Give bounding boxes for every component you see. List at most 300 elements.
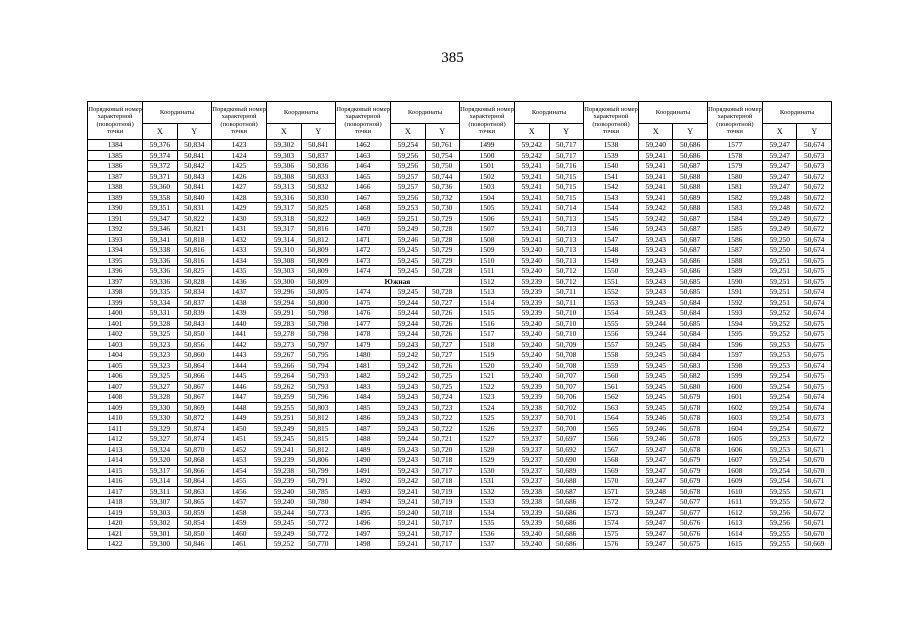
point-number-cell: 1587 — [707, 245, 762, 256]
table-row — [88, 234, 832, 245]
point-number-cell: 1506 — [459, 213, 514, 224]
x-cell: 59,240 — [515, 245, 549, 256]
x-cell: 59,239 — [515, 507, 549, 518]
x-cell: 59,238 — [515, 497, 549, 508]
table-row — [88, 287, 832, 298]
x-cell: 59,306 — [267, 161, 301, 172]
y-cell: 50,812 — [301, 413, 335, 424]
x-cell: 59,249 — [763, 213, 797, 224]
x-cell: 59,243 — [639, 234, 673, 245]
y-cell: 50,686 — [549, 539, 583, 550]
x-cell: 59,256 — [763, 507, 797, 518]
point-number-cell: 1561 — [583, 381, 638, 392]
point-number-cell: 1567 — [583, 444, 638, 455]
x-cell: 59,245 — [639, 381, 673, 392]
x-cell: 59,245 — [391, 255, 425, 266]
y-cell: 50,850 — [177, 528, 211, 539]
y-cell: 50,712 — [549, 276, 583, 287]
x-cell: 59,243 — [639, 297, 673, 308]
point-number-cell: 1593 — [707, 308, 762, 319]
y-cell: 50,697 — [549, 434, 583, 445]
y-cell: 50,713 — [549, 245, 583, 256]
x-cell: 59,267 — [267, 350, 301, 361]
y-cell: 50,816 — [301, 224, 335, 235]
y-cell: 50,729 — [425, 255, 459, 266]
x-cell: 59,245 — [391, 245, 425, 256]
point-number-cell: 1424 — [211, 150, 266, 161]
header-y: Y — [549, 124, 583, 140]
x-cell: 59,240 — [515, 371, 549, 382]
header-y: Y — [673, 124, 707, 140]
y-cell: 50,678 — [673, 413, 707, 424]
x-cell: 59,245 — [391, 266, 425, 277]
point-number-cell: 1559 — [583, 360, 638, 371]
y-cell: 50,687 — [549, 486, 583, 497]
point-number-cell: 1485 — [335, 402, 390, 413]
point-number-cell: 1426 — [211, 171, 266, 182]
point-number-cell: 1564 — [583, 413, 638, 424]
x-cell: 59,329 — [143, 423, 177, 434]
point-number-cell: 1606 — [707, 444, 762, 455]
y-cell: 50,726 — [425, 360, 459, 371]
point-number-cell: 1446 — [211, 381, 266, 392]
point-number-cell: 1497 — [335, 528, 390, 539]
point-number-cell: 1452 — [211, 444, 266, 455]
point-number-cell: 1389 — [88, 192, 143, 203]
y-cell: 50,719 — [425, 486, 459, 497]
x-cell: 59,245 — [391, 287, 425, 298]
point-number-cell: 1411 — [88, 423, 143, 434]
point-number-cell: 1435 — [211, 266, 266, 277]
y-cell: 50,687 — [673, 245, 707, 256]
y-cell: 50,675 — [673, 539, 707, 550]
y-cell: 50,754 — [425, 150, 459, 161]
point-number-cell: 1496 — [335, 518, 390, 529]
y-cell: 50,825 — [177, 266, 211, 277]
x-cell: 59,243 — [639, 276, 673, 287]
point-number-cell: 1412 — [88, 434, 143, 445]
y-cell: 50,678 — [673, 486, 707, 497]
y-cell: 50,712 — [549, 266, 583, 277]
x-cell: 59,246 — [639, 434, 673, 445]
y-cell: 50,673 — [797, 413, 832, 424]
x-cell: 59,248 — [763, 203, 797, 214]
point-number-cell: 1469 — [335, 213, 390, 224]
x-cell: 59,245 — [639, 371, 673, 382]
point-number-cell: 1483 — [335, 381, 390, 392]
table-row — [88, 413, 832, 424]
table-row — [88, 528, 832, 539]
point-number-cell: 1514 — [459, 297, 514, 308]
x-cell: 59,252 — [763, 308, 797, 319]
x-cell: 59,240 — [515, 350, 549, 361]
x-cell: 59,243 — [391, 339, 425, 350]
x-cell: 59,247 — [639, 497, 673, 508]
y-cell: 50,717 — [549, 150, 583, 161]
x-cell: 59,241 — [515, 171, 549, 182]
x-cell: 59,251 — [763, 255, 797, 266]
y-cell: 50,815 — [301, 423, 335, 434]
y-cell: 50,686 — [549, 507, 583, 518]
x-cell: 59,239 — [515, 392, 549, 403]
y-cell: 50,724 — [425, 392, 459, 403]
point-number-cell: 1420 — [88, 518, 143, 529]
y-cell: 50,686 — [673, 266, 707, 277]
y-cell: 50,684 — [673, 308, 707, 319]
x-cell: 59,323 — [143, 350, 177, 361]
point-number-cell: 1425 — [211, 161, 266, 172]
x-cell: 59,250 — [763, 234, 797, 245]
point-number-cell: 1531 — [459, 476, 514, 487]
y-cell: 50,840 — [177, 192, 211, 203]
point-number-cell: 1580 — [707, 171, 762, 182]
y-cell: 50,677 — [673, 507, 707, 518]
x-cell: 59,318 — [267, 213, 301, 224]
x-cell: 59,253 — [763, 350, 797, 361]
x-cell: 59,314 — [267, 234, 301, 245]
y-cell: 50,866 — [177, 371, 211, 382]
x-cell: 59,256 — [391, 161, 425, 172]
point-number-cell: 1541 — [583, 171, 638, 182]
x-cell: 59,243 — [639, 266, 673, 277]
y-cell: 50,707 — [549, 371, 583, 382]
y-cell: 50,809 — [301, 255, 335, 266]
x-cell: 59,323 — [143, 339, 177, 350]
y-cell: 50,686 — [673, 140, 707, 151]
point-number-cell: 1467 — [335, 192, 390, 203]
x-cell: 59,239 — [515, 308, 549, 319]
point-number-cell: 1439 — [211, 308, 266, 319]
point-number-cell: 1542 — [583, 182, 638, 193]
y-cell: 50,675 — [797, 318, 832, 329]
point-number-cell: 1602 — [707, 402, 762, 413]
point-number-cell: 1427 — [211, 182, 266, 193]
point-number-cell: 1481 — [335, 360, 390, 371]
y-cell: 50,860 — [177, 350, 211, 361]
y-cell: 50,674 — [797, 297, 832, 308]
y-cell: 50,708 — [549, 350, 583, 361]
point-number-cell: 1532 — [459, 486, 514, 497]
x-cell: 59,247 — [639, 455, 673, 466]
table-row — [88, 423, 832, 434]
x-cell: 59,336 — [143, 276, 177, 287]
x-cell: 59,254 — [763, 381, 797, 392]
point-number-cell: 1394 — [88, 245, 143, 256]
point-number-cell: 1410 — [88, 413, 143, 424]
x-cell: 59,246 — [639, 413, 673, 424]
x-cell: 59,242 — [639, 213, 673, 224]
x-cell: 59,239 — [267, 455, 301, 466]
header-x: X — [391, 124, 425, 140]
y-cell: 50,707 — [549, 381, 583, 392]
x-cell: 59,241 — [515, 234, 549, 245]
point-number-cell: 1391 — [88, 213, 143, 224]
x-cell: 59,259 — [267, 392, 301, 403]
y-cell: 50,856 — [177, 339, 211, 350]
y-cell: 50,675 — [797, 266, 832, 277]
x-cell: 59,313 — [267, 182, 301, 193]
point-number-cell: 1401 — [88, 318, 143, 329]
x-cell: 59,240 — [515, 255, 549, 266]
y-cell: 50,710 — [549, 318, 583, 329]
y-cell: 50,715 — [549, 182, 583, 193]
x-cell: 59,244 — [639, 318, 673, 329]
point-number-cell: 1409 — [88, 402, 143, 413]
point-number-cell: 1513 — [459, 287, 514, 298]
point-number-cell: 1529 — [459, 455, 514, 466]
y-cell: 50,833 — [301, 171, 335, 182]
point-number-cell: 1459 — [211, 518, 266, 529]
point-number-cell: 1436 — [211, 276, 266, 287]
point-number-cell: 1607 — [707, 455, 762, 466]
x-cell: 59,241 — [391, 497, 425, 508]
y-cell: 50,726 — [425, 308, 459, 319]
point-number-cell: 1438 — [211, 297, 266, 308]
point-number-cell: 1610 — [707, 486, 762, 497]
header-coordinates: Координаты — [267, 102, 336, 124]
y-cell: 50,736 — [425, 182, 459, 193]
point-number-cell: 1501 — [459, 161, 514, 172]
y-cell: 50,678 — [673, 434, 707, 445]
table-row — [88, 255, 832, 266]
y-cell: 50,717 — [425, 518, 459, 529]
x-cell: 59,376 — [143, 140, 177, 151]
point-number-cell: 1609 — [707, 476, 762, 487]
x-cell: 59,331 — [143, 308, 177, 319]
point-number-cell: 1588 — [707, 255, 762, 266]
point-number-cell: 1478 — [335, 329, 390, 340]
x-cell: 59,254 — [763, 465, 797, 476]
point-number-cell: 1553 — [583, 297, 638, 308]
x-cell: 59,237 — [515, 434, 549, 445]
x-cell: 59,237 — [515, 444, 549, 455]
y-cell: 50,690 — [549, 455, 583, 466]
x-cell: 59,254 — [763, 423, 797, 434]
y-cell: 50,701 — [549, 413, 583, 424]
y-cell: 50,831 — [177, 203, 211, 214]
header-y: Y — [797, 124, 832, 140]
x-cell: 59,307 — [143, 497, 177, 508]
y-cell: 50,812 — [301, 444, 335, 455]
point-number-cell: 1492 — [335, 476, 390, 487]
y-cell: 50,672 — [797, 507, 832, 518]
point-number-cell: 1526 — [459, 423, 514, 434]
y-cell: 50,687 — [673, 213, 707, 224]
y-cell: 50,678 — [673, 402, 707, 413]
x-cell: 59,245 — [639, 392, 673, 403]
point-number-cell: 1419 — [88, 507, 143, 518]
y-cell: 50,854 — [177, 518, 211, 529]
table-row — [88, 455, 832, 466]
x-cell: 59,256 — [391, 192, 425, 203]
y-cell: 50,846 — [177, 539, 211, 550]
x-cell: 59,338 — [143, 245, 177, 256]
y-cell: 50,874 — [177, 434, 211, 445]
table-row — [88, 224, 832, 235]
point-number-cell: 1428 — [211, 192, 266, 203]
y-cell: 50,710 — [549, 308, 583, 319]
point-number-cell: 1503 — [459, 182, 514, 193]
y-cell: 50,859 — [177, 507, 211, 518]
point-number-cell: 1577 — [707, 140, 762, 151]
y-cell: 50,791 — [301, 476, 335, 487]
y-cell: 50,799 — [301, 465, 335, 476]
x-cell: 59,243 — [391, 465, 425, 476]
x-cell: 59,360 — [143, 182, 177, 193]
y-cell: 50,719 — [425, 497, 459, 508]
x-cell: 59,325 — [143, 371, 177, 382]
point-number-cell: 1454 — [211, 465, 266, 476]
x-cell: 59,256 — [391, 150, 425, 161]
table-row — [88, 308, 832, 319]
point-number-cell: 1563 — [583, 402, 638, 413]
point-number-cell: 1596 — [707, 339, 762, 350]
y-cell: 50,780 — [301, 497, 335, 508]
x-cell: 59,240 — [515, 329, 549, 340]
y-cell: 50,725 — [425, 371, 459, 382]
point-number-cell: 1568 — [583, 455, 638, 466]
x-cell: 59,240 — [515, 528, 549, 539]
y-cell: 50,793 — [301, 371, 335, 382]
x-cell: 59,238 — [515, 402, 549, 413]
y-cell: 50,679 — [673, 392, 707, 403]
x-cell: 59,241 — [391, 528, 425, 539]
point-number-cell: 1555 — [583, 318, 638, 329]
x-cell: 59,247 — [639, 507, 673, 518]
point-number-cell: 1592 — [707, 297, 762, 308]
y-cell: 50,670 — [797, 465, 832, 476]
y-cell: 50,685 — [673, 287, 707, 298]
x-cell: 59,246 — [391, 234, 425, 245]
x-cell: 59,347 — [143, 213, 177, 224]
x-cell: 59,251 — [763, 297, 797, 308]
x-cell: 59,336 — [143, 255, 177, 266]
y-cell: 50,809 — [301, 245, 335, 256]
header-point-number: Порядковый номер характерной (поворотной) точки — [211, 102, 266, 140]
point-number-cell: 1543 — [583, 192, 638, 203]
point-number-cell: 1556 — [583, 329, 638, 340]
x-cell: 59,244 — [391, 308, 425, 319]
y-cell: 50,843 — [177, 171, 211, 182]
point-number-cell: 1387 — [88, 171, 143, 182]
table-row — [88, 476, 832, 487]
table-row — [88, 318, 832, 329]
point-number-cell: 1441 — [211, 329, 266, 340]
x-cell: 59,239 — [515, 518, 549, 529]
x-cell: 59,253 — [763, 360, 797, 371]
x-cell: 59,255 — [763, 528, 797, 539]
x-cell: 59,239 — [515, 297, 549, 308]
x-cell: 59,247 — [639, 465, 673, 476]
y-cell: 50,675 — [797, 255, 832, 266]
point-number-cell: 1493 — [335, 486, 390, 497]
header-point-number: Порядковый номер характерной (поворотной) точки — [707, 102, 762, 140]
x-cell: 59,240 — [267, 497, 301, 508]
table-row — [88, 444, 832, 455]
x-cell: 59,314 — [143, 476, 177, 487]
point-number-cell: 1510 — [459, 255, 514, 266]
y-cell: 50,730 — [425, 203, 459, 214]
x-cell: 59,242 — [391, 476, 425, 487]
y-cell: 50,809 — [301, 276, 335, 287]
point-number-cell: 1536 — [459, 528, 514, 539]
point-number-cell: 1604 — [707, 423, 762, 434]
x-cell: 59,238 — [515, 486, 549, 497]
point-number-cell: 1516 — [459, 318, 514, 329]
point-number-cell: 1595 — [707, 329, 762, 340]
y-cell: 50,865 — [177, 497, 211, 508]
x-cell: 59,351 — [143, 203, 177, 214]
y-cell: 50,689 — [673, 192, 707, 203]
point-number-cell: 1440 — [211, 318, 266, 329]
point-number-cell: 1462 — [335, 140, 390, 151]
x-cell: 59,239 — [515, 287, 549, 298]
header-y: Y — [177, 124, 211, 140]
point-number-cell: 1463 — [335, 150, 390, 161]
x-cell: 59,241 — [639, 192, 673, 203]
y-cell: 50,687 — [673, 234, 707, 245]
table-row — [88, 192, 832, 203]
x-cell: 59,253 — [763, 339, 797, 350]
point-number-cell: 1449 — [211, 413, 266, 424]
y-cell: 50,872 — [177, 413, 211, 424]
x-cell: 59,302 — [143, 518, 177, 529]
table-row — [88, 371, 832, 382]
point-number-cell: 1504 — [459, 192, 514, 203]
y-cell: 50,688 — [673, 203, 707, 214]
y-cell: 50,675 — [797, 371, 832, 382]
point-number-cell: 1547 — [583, 234, 638, 245]
point-number-cell: 1572 — [583, 497, 638, 508]
y-cell: 50,685 — [673, 318, 707, 329]
x-cell: 59,300 — [143, 539, 177, 550]
y-cell: 50,671 — [797, 476, 832, 487]
point-number-cell: 1386 — [88, 161, 143, 172]
x-cell: 59,300 — [267, 276, 301, 287]
y-cell: 50,684 — [673, 339, 707, 350]
x-cell: 59,247 — [639, 528, 673, 539]
point-number-cell: 1570 — [583, 476, 638, 487]
y-cell: 50,837 — [177, 297, 211, 308]
point-number-cell: 1523 — [459, 392, 514, 403]
x-cell: 59,242 — [391, 350, 425, 361]
table-row — [88, 203, 832, 214]
y-cell: 50,692 — [549, 444, 583, 455]
x-cell: 59,327 — [143, 434, 177, 445]
y-cell: 50,702 — [549, 402, 583, 413]
header-y: Y — [425, 124, 459, 140]
header-point-number: Порядковый номер характерной (поворотной) точки — [459, 102, 514, 140]
x-cell: 59,371 — [143, 171, 177, 182]
x-cell: 59,243 — [639, 224, 673, 235]
y-cell: 50,686 — [673, 150, 707, 161]
y-cell: 50,671 — [797, 444, 832, 455]
point-number-cell: 1598 — [707, 360, 762, 371]
header-point-number: Порядковый номер характерной (поворотной) точки — [583, 102, 638, 140]
header-point-number: Порядковый номер характерной (поворотной) точки — [335, 102, 390, 140]
point-number-cell: 1573 — [583, 507, 638, 518]
header-y: Y — [301, 124, 335, 140]
x-cell: 59,252 — [267, 539, 301, 550]
x-cell: 59,241 — [391, 539, 425, 550]
y-cell: 50,803 — [301, 402, 335, 413]
point-number-cell: 1558 — [583, 350, 638, 361]
y-cell: 50,726 — [425, 329, 459, 340]
x-cell: 59,251 — [763, 266, 797, 277]
header-x: X — [515, 124, 549, 140]
x-cell: 59,253 — [763, 444, 797, 455]
y-cell: 50,725 — [425, 381, 459, 392]
